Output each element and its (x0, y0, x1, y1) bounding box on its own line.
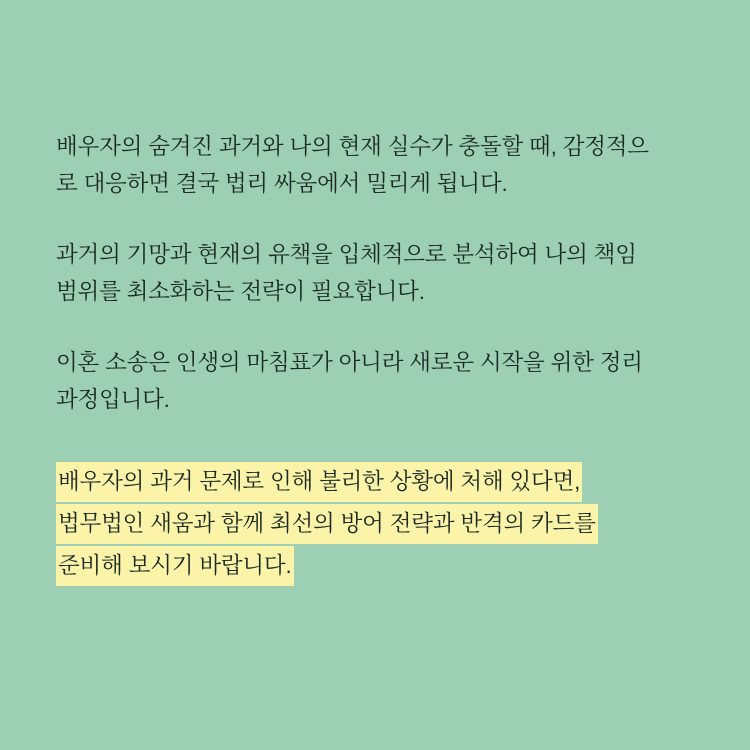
paragraph-4-line-2: 법무법인 새움과 함께 최선의 방어 전략과 반격의 카드를 (56, 504, 598, 544)
paragraph-3-line-2: 과정입니다. (56, 387, 170, 412)
paragraph-4-line-3: 준비해 보시기 바랍니다. (56, 546, 294, 586)
paragraph-1-line-1: 배우자의 숨겨진 과거와 나의 현재 실수가 충돌할 때, 감정적으 (56, 134, 649, 159)
paragraph-4-highlighted (56, 462, 694, 586)
paragraph-2-line-1: 과거의 기망과 현재의 유책을 입체적으로 분석하여 나의 책임 (56, 242, 637, 267)
paragraph-2-line-2: 범위를 최소화하는 전략이 필요합니다. (56, 279, 425, 304)
paragraph-4-line-1: 배우자의 과거 문제로 인해 불리한 상황에 처해 있다면, (56, 462, 582, 502)
paragraph-2 (56, 236, 694, 310)
paragraph-1-line-2: 로 대응하면 결국 법리 싸움에서 밀리게 됩니다. (56, 171, 508, 196)
paragraph-3-line-1: 이혼 소송은 인생의 마침표가 아니라 새로운 시작을 위한 정리 (56, 350, 643, 375)
paragraph-1 (56, 128, 694, 202)
paragraph-3 (56, 344, 694, 418)
